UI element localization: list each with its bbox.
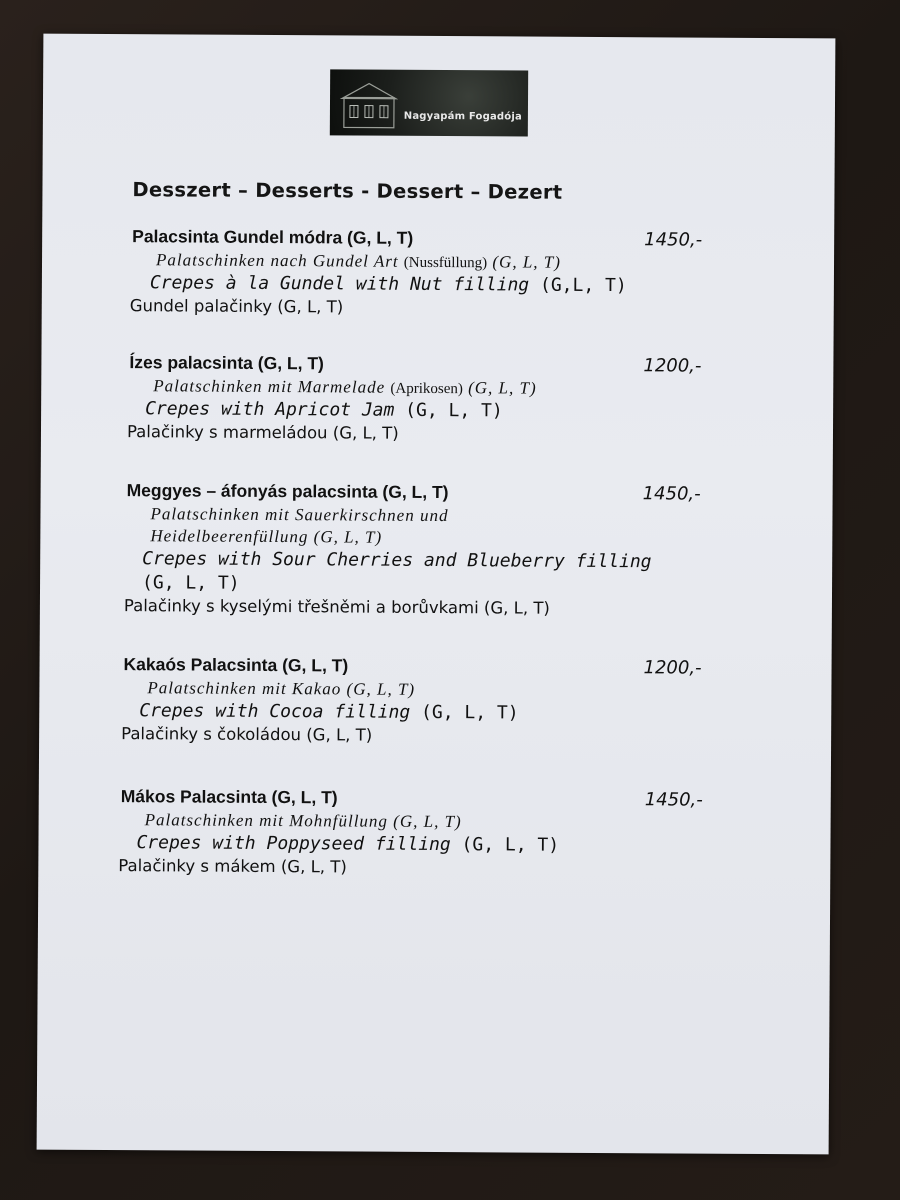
item-name-en: Crepes with Cocoa filling (G, L, T) xyxy=(139,700,519,724)
menu-item xyxy=(41,350,833,443)
item-name-hu: Ízes palacsinta (G, L, T) xyxy=(129,352,324,374)
item-name-hu: Meggyes – áfonyás palacsinta (G, L, T) xyxy=(126,480,449,503)
item-name-en: Crepes à la Gundel with Nut filling (G,L, T) xyxy=(149,272,627,297)
item-name-hu: Palacsinta Gundel módra (G, L, T) xyxy=(132,226,414,248)
item-price: 1200,- xyxy=(643,355,702,377)
item-name-hu: Mákos Palacsinta (G, L, T) xyxy=(120,786,338,808)
item-price: 1450,- xyxy=(644,229,703,251)
item-name-hu: Kakaós Palacsinta (G, L, T) xyxy=(123,654,349,676)
item-name-cz: Palačinky s mákem (G, L, T) xyxy=(118,856,347,877)
menu-item xyxy=(40,652,832,745)
item-price: 1450,- xyxy=(644,789,703,811)
item-name-cz: Gundel palačinky (G, L, T) xyxy=(129,296,344,317)
item-price: 1200,- xyxy=(643,657,702,679)
menu-item xyxy=(39,784,831,877)
item-name-de: Palatschinken nach Gundel Art (Nussfüllung) (G, L, T) xyxy=(155,250,561,272)
building-icon xyxy=(340,79,398,129)
item-name-de: Palatschinken mit Marmelade (Aprikosen) (G, L, T) xyxy=(153,376,537,398)
item-name-de: Palatschinken mit Kakao (G, L, T) xyxy=(147,678,416,699)
item-name-de: Palatschinken mit Mohnfüllung (G, L, T) xyxy=(144,810,462,832)
item-name-en-tag: (G, L, T) xyxy=(141,572,240,594)
item-name-en: Crepes with Poppyseed filling (G, L, T) xyxy=(136,832,560,856)
item-name-de: Palatschinken mit Sauerkirschnen und xyxy=(150,504,449,526)
item-name-cz: Palačinky s čokoládou (G, L, T) xyxy=(121,724,373,745)
menu-item xyxy=(42,224,834,317)
menu-page xyxy=(37,34,836,1155)
item-name-de: Heidelbeerenfüllung (G, L, T) xyxy=(150,526,383,547)
item-price: 1450,- xyxy=(642,483,701,505)
logo-text: Nagyapám Fogadója xyxy=(403,110,522,123)
page-title: Desszert – Desserts - Dessert – Dezert xyxy=(132,178,563,204)
item-name-en: Crepes with Sour Cherries and Blueberry filling xyxy=(142,548,652,573)
restaurant-logo xyxy=(330,69,528,136)
item-name-en: Crepes with Apricot Jam (G, L, T) xyxy=(145,398,503,422)
item-name-cz: Palačinky s kyselými třešněmi a borůvkami (G, L, T) xyxy=(123,596,550,618)
item-name-cz: Palačinky s marmeládou (G, L, T) xyxy=(126,422,399,443)
menu-item xyxy=(41,478,833,618)
